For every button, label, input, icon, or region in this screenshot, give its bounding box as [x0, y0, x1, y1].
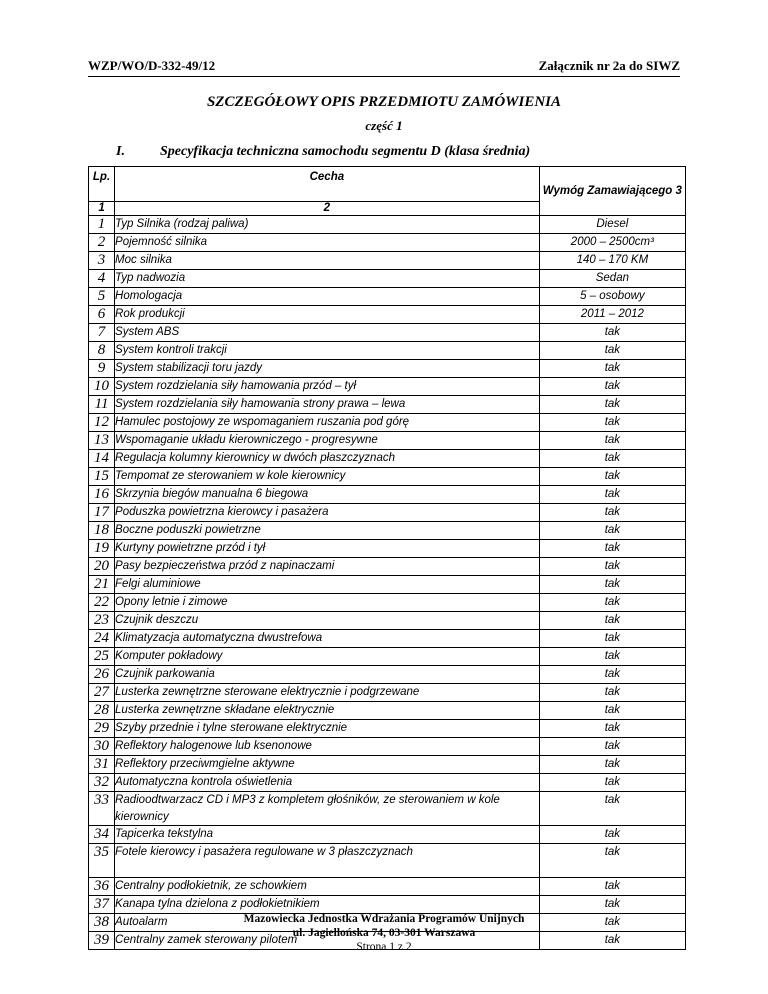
row-number: 33: [89, 792, 115, 826]
row-requirement: tak: [539, 738, 685, 756]
row-feature: Tapicerka tekstylna: [115, 826, 540, 844]
row-requirement: tak: [539, 576, 685, 594]
row-feature: Reflektory halogenowe lub ksenonowe: [115, 738, 540, 756]
row-feature: Homologacja: [115, 288, 540, 306]
row-number: 32: [89, 774, 115, 792]
part-label: część 1: [365, 118, 403, 133]
row-number: 15: [89, 468, 115, 486]
column-number-1: 1: [89, 202, 115, 216]
row-number: 24: [89, 630, 115, 648]
footer-address: ul. Jagiellońska 74, 03-301 Warszawa: [292, 927, 476, 939]
row-feature: Czujnik parkowania: [115, 666, 540, 684]
row-requirement: tak: [539, 896, 685, 914]
table-row: [89, 540, 686, 558]
row-number: 30: [89, 738, 115, 756]
row-feature: Lusterka zewnętrzne sterowane elektrycznie i podgrzewane: [115, 684, 540, 702]
table-row: [89, 648, 686, 666]
row-requirement: tak: [539, 774, 685, 792]
page-footer: [0, 912, 768, 954]
table-row: [89, 252, 686, 270]
table-row: [89, 576, 686, 594]
table-row: [89, 288, 686, 306]
row-number: 5: [89, 288, 115, 306]
table-row: [89, 324, 686, 342]
section-title: Specyfikacja techniczna samochodu segmentu D (klasa średnia): [160, 144, 531, 159]
row-feature: Boczne poduszki powietrzne: [115, 522, 540, 540]
table-row: [89, 234, 686, 252]
row-number: 18: [89, 522, 115, 540]
row-number: 21: [89, 576, 115, 594]
table-row: [89, 844, 686, 878]
row-number: 2: [89, 234, 115, 252]
row-number: 11: [89, 396, 115, 414]
row-requirement: tak: [539, 342, 685, 360]
table-row: [89, 612, 686, 630]
row-number: 29: [89, 720, 115, 738]
row-feature: Typ Silnika (rodzaj paliwa): [115, 216, 540, 234]
row-requirement: Sedan: [539, 270, 685, 288]
row-feature: Automatyczna kontrola oświetlenia: [115, 774, 540, 792]
row-requirement: tak: [539, 594, 685, 612]
row-number: 12: [89, 414, 115, 432]
row-number: 35: [89, 844, 115, 878]
header-wymog: Wymóg Zamawiającego 3: [539, 167, 685, 216]
document-title: SZCZEGÓŁOWY OPIS PRZEDMIOTU ZAMÓWIENIA: [206, 94, 562, 110]
row-requirement: tak: [539, 324, 685, 342]
table-row: [89, 594, 686, 612]
table-row: [89, 360, 686, 378]
table-row: [89, 306, 686, 324]
row-requirement: tak: [539, 720, 685, 738]
row-requirement: 2000 – 2500cm³: [539, 234, 685, 252]
row-requirement: Diesel: [539, 216, 685, 234]
column-number-2: 2: [115, 202, 540, 216]
row-feature: System ABS: [115, 324, 540, 342]
table-row: [89, 342, 686, 360]
row-number: 4: [89, 270, 115, 288]
document-reference: WZP/WO/D-332-49/12: [88, 58, 216, 73]
row-feature: Szyby przednie i tylne sterowane elektrycznie: [115, 720, 540, 738]
row-feature: Reflektory przeciwmgielne aktywne: [115, 756, 540, 774]
row-requirement: tak: [539, 756, 685, 774]
row-requirement: tak: [539, 414, 685, 432]
row-feature: Typ nadwozia: [115, 270, 540, 288]
footer-organization: Mazowiecka Jednostka Wdrażania Programów Unijnych: [243, 913, 525, 925]
row-requirement: 2011 – 2012: [539, 306, 685, 324]
row-requirement: tak: [539, 702, 685, 720]
row-feature: Lusterka zewnętrzne składane elektrycznie: [115, 702, 540, 720]
row-feature: Opony letnie i zimowe: [115, 594, 540, 612]
row-requirement: tak: [539, 558, 685, 576]
table-row: [89, 792, 686, 826]
header-cecha: Cecha: [115, 167, 540, 202]
row-feature: Tempomat ze sterowaniem w kole kierownicy: [115, 468, 540, 486]
row-requirement: tak: [539, 540, 685, 558]
row-number: 28: [89, 702, 115, 720]
row-number: 6: [89, 306, 115, 324]
row-number: 37: [89, 896, 115, 914]
row-feature: Moc silnika: [115, 252, 540, 270]
row-requirement: tak: [539, 878, 685, 896]
row-number: 23: [89, 612, 115, 630]
row-number: 38: [89, 914, 115, 932]
row-feature: Pojemność silnika: [115, 234, 540, 252]
row-feature: Rok produkcji: [115, 306, 540, 324]
row-requirement: tak: [539, 844, 685, 878]
row-feature: Regulacja kolumny kierownicy w dwóch płaszczyznach: [115, 450, 540, 468]
table-row: [89, 666, 686, 684]
row-feature: System stabilizacji toru jazdy: [115, 360, 540, 378]
table-row: [89, 756, 686, 774]
row-number: 27: [89, 684, 115, 702]
row-feature: Kurtyny powietrzne przód i tył: [115, 540, 540, 558]
row-feature: Autoalarm: [115, 914, 540, 932]
row-number: 7: [89, 324, 115, 342]
table-row: [89, 878, 686, 896]
header-lp: Lp.: [89, 167, 115, 202]
row-number: 39: [89, 932, 115, 950]
table-header-row: [89, 167, 686, 202]
row-feature: Pasy bezpieczeństwa przód z napinaczami: [115, 558, 540, 576]
section-number: I.: [116, 144, 125, 159]
table-row: [89, 558, 686, 576]
row-requirement: 5 – osobowy: [539, 288, 685, 306]
row-feature: Hamulec postojowy ze wspomaganiem ruszania pod górę: [115, 414, 540, 432]
table-row: [89, 396, 686, 414]
table-row: [89, 216, 686, 234]
row-requirement: tak: [539, 432, 685, 450]
row-number: 34: [89, 826, 115, 844]
row-requirement: tak: [539, 522, 685, 540]
attachment-label: Załącznik nr 2a do SIWZ: [538, 58, 680, 73]
table-row: [89, 738, 686, 756]
row-number: 10: [89, 378, 115, 396]
row-feature: Poduszka powietrzna kierowcy i pasażera: [115, 504, 540, 522]
row-requirement: tak: [539, 630, 685, 648]
row-feature: System rozdzielania siły hamowania strony prawa – lewa: [115, 396, 540, 414]
table-row: [89, 684, 686, 702]
row-requirement: tak: [539, 468, 685, 486]
row-requirement: tak: [539, 486, 685, 504]
table-row: [89, 702, 686, 720]
row-number: 14: [89, 450, 115, 468]
row-feature: Klimatyzacja automatyczna dwustrefowa: [115, 630, 540, 648]
row-requirement: tak: [539, 914, 685, 932]
row-requirement: tak: [539, 504, 685, 522]
table-row: [89, 774, 686, 792]
row-number: 16: [89, 486, 115, 504]
row-requirement: tak: [539, 826, 685, 844]
row-requirement: tak: [539, 648, 685, 666]
table-row: [89, 896, 686, 914]
table-row: [89, 432, 686, 450]
row-number: 19: [89, 540, 115, 558]
row-feature: System rozdzielania siły hamowania przód – tył: [115, 378, 540, 396]
table-row: [89, 450, 686, 468]
table-row: [89, 522, 686, 540]
table-row: [89, 826, 686, 844]
row-number: 17: [89, 504, 115, 522]
row-feature: Skrzynia biegów manualna 6 biegowa: [115, 486, 540, 504]
row-feature: Czujnik deszczu: [115, 612, 540, 630]
row-requirement: tak: [539, 932, 685, 950]
row-feature: Fotele kierowcy i pasażera regulowane w 3 płaszczyznach: [115, 844, 540, 878]
footer-page-number: Strona 1 z 2: [356, 941, 412, 953]
table-row: [89, 720, 686, 738]
row-feature: System kontroli trakcji: [115, 342, 540, 360]
row-feature: Centralny podłokietnik, ze schowkiem: [115, 878, 540, 896]
row-requirement: tak: [539, 378, 685, 396]
row-feature: Kanapa tylna dzielona z podłokietnikiem: [115, 896, 540, 914]
specification-table: [88, 166, 686, 950]
row-requirement: tak: [539, 792, 685, 826]
row-number: 31: [89, 756, 115, 774]
row-requirement: tak: [539, 450, 685, 468]
row-feature: Komputer pokładowy: [115, 648, 540, 666]
table-row: [89, 486, 686, 504]
row-feature: Centralny zamek sterowany pilotem: [115, 932, 540, 950]
table-row: [89, 630, 686, 648]
row-feature: Wspomaganie układu kierowniczego - progresywne: [115, 432, 540, 450]
row-number: 1: [89, 216, 115, 234]
row-number: 25: [89, 648, 115, 666]
row-number: 8: [89, 342, 115, 360]
row-number: 13: [89, 432, 115, 450]
row-feature: Felgi aluminiowe: [115, 576, 540, 594]
row-feature: Radioodtwarzacz CD i MP3 z kompletem głośników, ze sterowaniem w kole kierownicy: [115, 792, 540, 826]
row-requirement: tak: [539, 612, 685, 630]
table-row: [89, 270, 686, 288]
row-number: 36: [89, 878, 115, 896]
row-number: 26: [89, 666, 115, 684]
row-number: 22: [89, 594, 115, 612]
row-requirement: tak: [539, 666, 685, 684]
row-requirement: 140 – 170 KM: [539, 252, 685, 270]
row-requirement: tak: [539, 360, 685, 378]
row-requirement: tak: [539, 684, 685, 702]
row-number: 3: [89, 252, 115, 270]
table-row: [89, 414, 686, 432]
row-requirement: tak: [539, 396, 685, 414]
table-row: [89, 504, 686, 522]
table-row: [89, 468, 686, 486]
table-row: [89, 378, 686, 396]
row-number: 9: [89, 360, 115, 378]
page-header: [88, 56, 680, 77]
row-number: 20: [89, 558, 115, 576]
